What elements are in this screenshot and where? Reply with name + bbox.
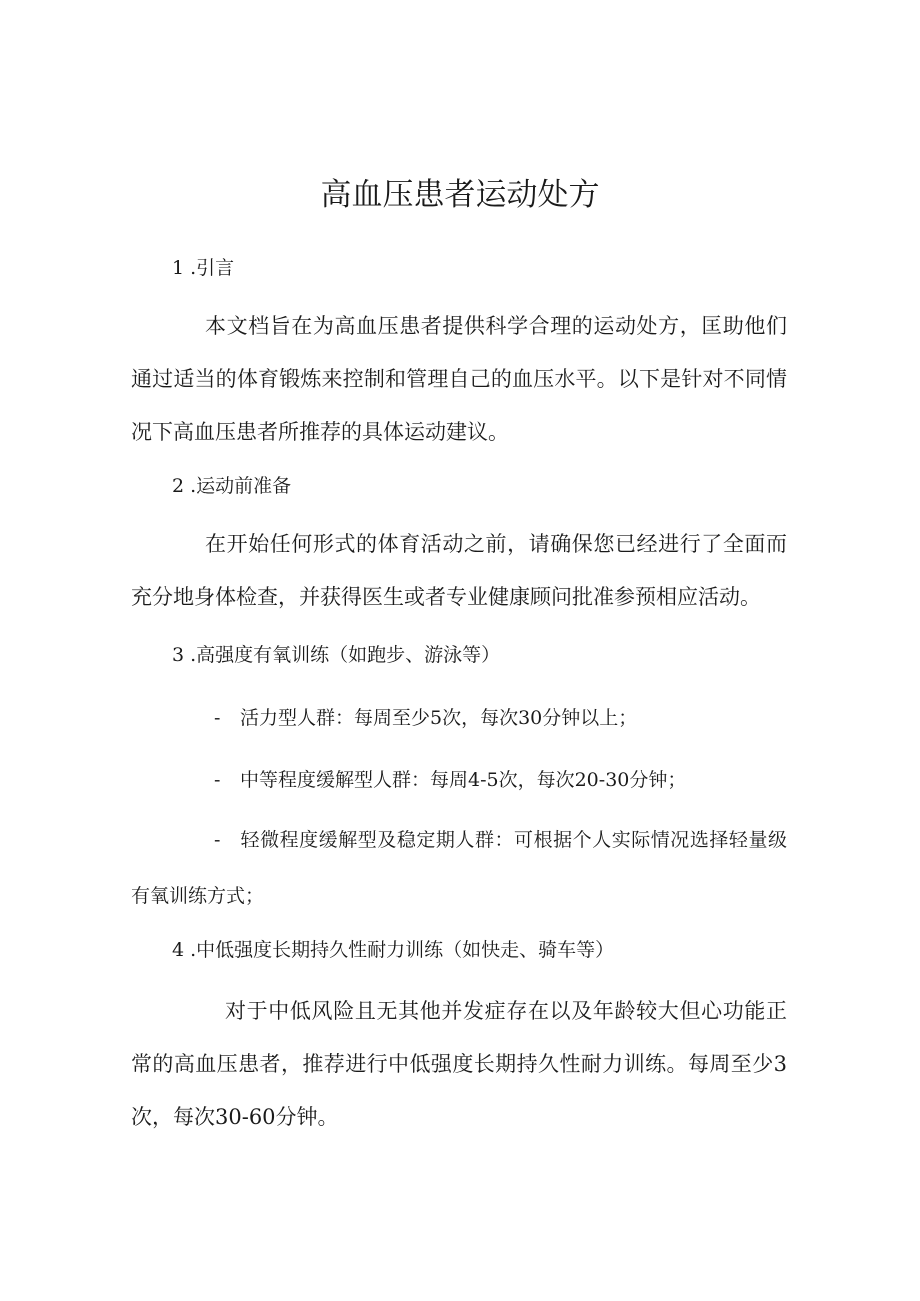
section-heading-high-intensity: 3 .高强度有氧训练（如跑步、游泳等） [172, 644, 501, 666]
paragraph-preparation: 在开始任何形式的体育活动之前，请确保您已经进行了全面而充分地身体检查，并获得医生或者专业健康顾问批准参预相应活动。 [131, 532, 787, 609]
list-item [131, 752, 787, 808]
list-item-text: 中等程度缓解型人群：每周4-5次，每次20-30分钟； [240, 769, 687, 791]
list-marker: - [214, 829, 221, 851]
section-heading-preparation: 2 .运动前准备 [172, 475, 292, 497]
list-item [131, 690, 787, 746]
section-heading-introduction: 1 .引言 [172, 257, 235, 279]
paragraph-endurance: 对于中低风险且无其他并发症存在以及年龄较大但心功能正常的高血压患者，推荐进行中低强度长期持久性耐力训练。每周至少3次，每次30-60分钟。 [131, 999, 787, 1129]
list-marker: - [214, 769, 221, 791]
list-item-text: 轻微程度缓解型及稳定期人群：可根据个人实际情况选择轻量级有氧训练方式； [131, 829, 787, 907]
document-title: 高血压患者运动处方 [320, 177, 600, 213]
list-marker: - [214, 707, 221, 729]
list-item [131, 812, 787, 924]
list-item-text: 活力型人群：每周至少5次，每次30分钟以上； [240, 707, 638, 729]
paragraph-introduction: 本文档旨在为高血压患者提供科学合理的运动处方，匡助他们通过适当的体育锻炼来控制和管理自己的血压水平。以下是针对不同情况下高血压患者所推荐的具体运动建议。 [131, 314, 787, 444]
section-heading-endurance: 4 .中低强度长期持久性耐力训练（如快走、骑车等） [172, 939, 615, 961]
